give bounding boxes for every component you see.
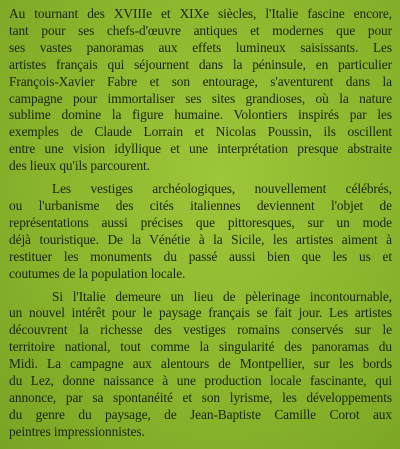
text-line: découvrent la richesse des vestiges romains conservés sur le — [9, 322, 392, 338]
text-line: Au tournant des XVIIIe et XIXe siècles, l'Italie fascine encore, — [9, 6, 392, 21]
text-line: territoire national, tout comme la singularité des panoramas du — [9, 339, 392, 355]
text-line: campagne pour immortaliser ses sites grandioses, où la nature — [9, 90, 392, 106]
paragraph-3 — [9, 289, 392, 441]
text-line: déjà touristique. De la Vénétie à la Sicile, les artistes aiment à — [9, 231, 392, 247]
text-line: François-Xavier Fabre et son entourage, s'aventurent dans la — [9, 73, 392, 89]
text-line: sublime domine la figure humaine. Volontiers inspirés par les — [9, 107, 392, 123]
text-line: Si l'Italie demeure un lieu de pèlerinage incontournable, — [52, 288, 392, 304]
text-line: du genre du paysage, de Jean-Baptiste Camille Corot aux — [9, 406, 392, 422]
text-panel — [9, 6, 392, 447]
text-line: un nouvel intérêt pour le paysage français se fait jour. Les artistes — [9, 305, 392, 321]
text-line: Midi. La campagne aux alentours de Montpellier, sur les bords — [9, 356, 392, 372]
text-line: du Lez, donne naissance à une production locale fascinante, qui — [9, 373, 392, 389]
text-line: des lieux qu'ils parcourent. — [9, 158, 150, 174]
text-line: exemples de Claude Lorrain et Nicolas Poussin, ils oscillent — [9, 124, 392, 140]
text-line: ou l'urbanisme des cités italiennes deviennent l'objet de — [9, 197, 392, 213]
text-line: coutumes de la population locale. — [9, 265, 186, 281]
paragraph-1 — [9, 6, 392, 175]
text-line: ses vastes panoramas aux effets lumineux saisissants. Les — [9, 39, 392, 55]
text-line: tant pour ses chefs-d'œuvre antiques et modernes que pour — [9, 22, 392, 38]
text-line: entre une vision idyllique et une interprétation presque abstraite — [9, 141, 392, 157]
paragraph-2 — [9, 181, 392, 282]
text-line: représentations aussi précises que pittoresques, sur un mode — [9, 214, 392, 230]
text-line: restituer les monuments du passé aussi bien que les us et — [9, 248, 392, 264]
text-line: Les vestiges archéologiques, nouvellement célébrés, — [52, 181, 392, 197]
text-line: artistes français qui séjournent dans la péninsule, en particulier — [9, 56, 392, 72]
text-line: peintres impressionnistes. — [9, 423, 145, 439]
text-line: annonce, par sa spontanéité et son lyrisme, les développements — [9, 389, 392, 405]
